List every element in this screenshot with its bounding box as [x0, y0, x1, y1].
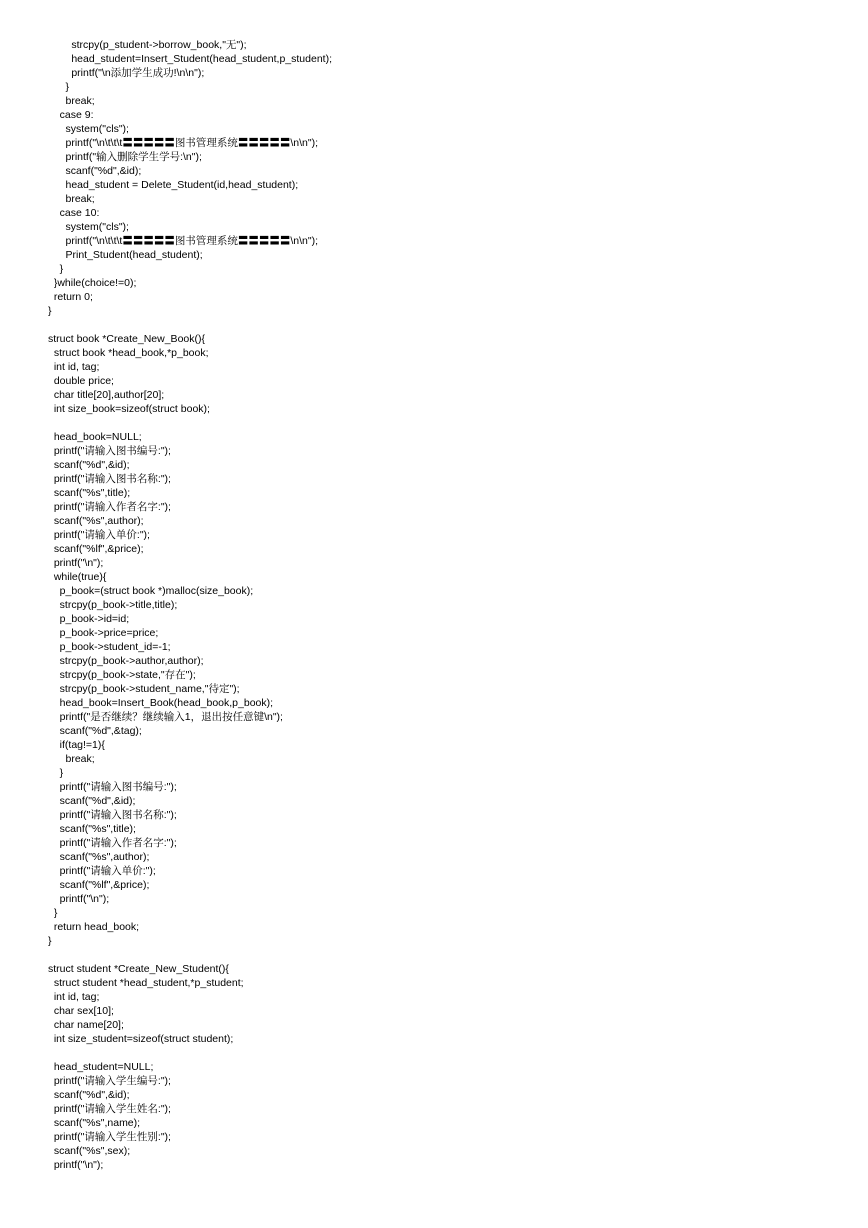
code-line: } — [48, 907, 58, 919]
code-line: struct book *head_book,*p_book; — [48, 347, 209, 359]
code-line: printf("\n"); — [48, 1159, 104, 1171]
code-line: printf("请输入学生编号:"); — [48, 1075, 171, 1087]
code-line: scanf("%d",&id); — [48, 1089, 130, 1101]
code-line: scanf("%d",&id); — [48, 165, 142, 177]
code-line: strcpy(p_book->title,title); — [48, 599, 178, 611]
code-line: return head_book; — [48, 921, 140, 933]
code-line: head_student=Insert_Student(head_student,p_student); — [48, 53, 332, 65]
code-line: printf("请输入单价:"); — [48, 529, 150, 541]
code-line: strcpy(p_student->borrow_book,"无"); — [48, 39, 247, 51]
code-line: head_student=NULL; — [48, 1061, 154, 1073]
blank-line — [48, 416, 848, 430]
code-line: }while(choice!=0); — [48, 277, 137, 289]
code-line: printf("是否继续？继续输入1，退出按任意键\n"); — [48, 711, 283, 723]
code-line: while(true){ — [48, 571, 107, 583]
code-line: scanf("%lf",&price); — [48, 879, 150, 891]
code-line: scanf("%s",author); — [48, 851, 150, 863]
code-line: } — [48, 767, 64, 779]
code-line: head_book=Insert_Book(head_book,p_book); — [48, 697, 274, 709]
code-line: struct book *Create_New_Book(){ — [48, 333, 205, 345]
code-line: system("cls"); — [48, 221, 129, 233]
code-line: printf("请输入图书名称:"); — [48, 473, 171, 485]
code-line: break; — [48, 753, 95, 765]
code-line: printf("\n"); — [48, 893, 110, 905]
code-line: head_student = Delete_Student(id,head_student); — [48, 179, 299, 191]
code-line: } — [48, 935, 52, 947]
code-line: printf("请输入图书名称:"); — [48, 809, 177, 821]
code-line: char sex[10]; — [48, 1005, 114, 1017]
code-line: scanf("%s",author); — [48, 515, 144, 527]
code-line: printf("请输入作者名字:"); — [48, 837, 177, 849]
code-line: Print_Student(head_student); — [48, 249, 203, 261]
code-line: if(tag!=1){ — [48, 739, 105, 751]
code-line: case 10: — [48, 207, 100, 219]
code-document — [48, 38, 848, 1172]
code-line: int id, tag; — [48, 361, 100, 373]
code-line: printf("\n\t\t\t〓〓〓〓〓图书管理系统〓〓〓〓〓\n\n"); — [48, 137, 318, 149]
blank-line — [48, 1046, 848, 1060]
blank-line — [48, 318, 848, 332]
code-line: printf("\n添加学生成功!\n\n"); — [48, 67, 205, 79]
code-line: printf("请输入学生性别:"); — [48, 1131, 171, 1143]
code-line: printf("请输入学生姓名:"); — [48, 1103, 171, 1115]
code-line: printf("请输入图书编号:"); — [48, 781, 177, 793]
code-line: } — [48, 305, 52, 317]
code-line: printf("\n"); — [48, 557, 104, 569]
code-line: strcpy(p_book->state,"存在"); — [48, 669, 196, 681]
code-line: printf("请输入图书编号:"); — [48, 445, 171, 457]
code-line: return 0; — [48, 291, 93, 303]
code-line: int size_student=sizeof(struct student); — [48, 1033, 234, 1045]
code-line: break; — [48, 193, 95, 205]
code-line: printf("输入删除学生学号:\n"); — [48, 151, 202, 163]
code-line: strcpy(p_book->author,author); — [48, 655, 204, 667]
code-line: break; — [48, 95, 95, 107]
code-line: system("cls"); — [48, 123, 129, 135]
code-line: } — [48, 263, 64, 275]
code-line: struct student *head_student,*p_student; — [48, 977, 244, 989]
code-line: p_book=(struct book *)malloc(size_book); — [48, 585, 254, 597]
code-line: scanf("%lf",&price); — [48, 543, 144, 555]
code-line: scanf("%d",&id); — [48, 795, 136, 807]
code-line: scanf("%s",name); — [48, 1117, 141, 1129]
code-line: printf("\n\t\t\t〓〓〓〓〓图书管理系统〓〓〓〓〓\n\n"); — [48, 235, 318, 247]
code-line: int id, tag; — [48, 991, 100, 1003]
code-line: struct student *Create_New_Student(){ — [48, 963, 229, 975]
code-line: int size_book=sizeof(struct book); — [48, 403, 210, 415]
code-line: p_book->price=price; — [48, 627, 159, 639]
code-line: char title[20],author[20]; — [48, 389, 165, 401]
code-line: scanf("%s",sex); — [48, 1145, 131, 1157]
code-line: p_book->id=id; — [48, 613, 130, 625]
code-line: case 9: — [48, 109, 94, 121]
code-line: scanf("%d",&id); — [48, 459, 130, 471]
code-line: p_book->student_id=-1; — [48, 641, 171, 653]
code-line: double price; — [48, 375, 114, 387]
code-line: } — [48, 81, 70, 93]
code-line: strcpy(p_book->student_name,"待定"); — [48, 683, 240, 695]
code-line: printf("请输入作者名字:"); — [48, 501, 171, 513]
blank-line — [48, 948, 848, 962]
code-line: scanf("%d",&tag); — [48, 725, 142, 737]
code-line: scanf("%s",title); — [48, 823, 136, 835]
code-line: scanf("%s",title); — [48, 487, 131, 499]
code-line: head_book=NULL; — [48, 431, 142, 443]
code-line: printf("请输入单价:"); — [48, 865, 156, 877]
code-line: char name[20]; — [48, 1019, 124, 1031]
